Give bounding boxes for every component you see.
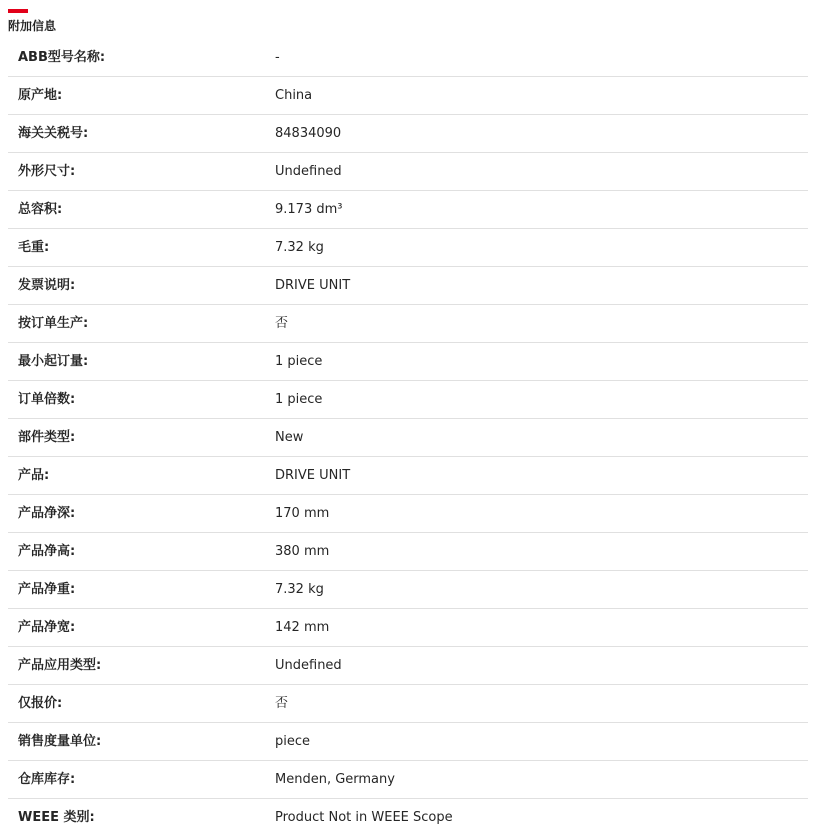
row-label: 产品净高: bbox=[18, 544, 76, 559]
row-value: China bbox=[275, 88, 313, 103]
row-label: 海关关税号: bbox=[18, 126, 89, 141]
row-label: 产品净深: bbox=[18, 506, 76, 521]
row-label: 最小起订量: bbox=[18, 354, 89, 369]
table-row-weee-category bbox=[8, 799, 808, 836]
table-row-stocked-at-warehouse bbox=[8, 761, 808, 799]
section-title: 附加信息 bbox=[8, 19, 57, 33]
table-row-gross-volume bbox=[8, 191, 808, 229]
row-label: WEEE 类别: bbox=[18, 810, 95, 825]
row-label: 毛重: bbox=[18, 240, 50, 255]
table-row-product-net-depth bbox=[8, 495, 808, 533]
row-label: 订单倍数: bbox=[18, 392, 76, 407]
table-row-made-to-order bbox=[8, 305, 808, 343]
row-value: Undefined bbox=[275, 164, 342, 179]
table-row-product bbox=[8, 457, 808, 495]
row-label: 部件类型: bbox=[18, 430, 76, 445]
row-value: - bbox=[275, 50, 280, 65]
row-label: 总容积: bbox=[18, 202, 63, 217]
table-row-order-multiple bbox=[8, 381, 808, 419]
row-value: 142 mm bbox=[275, 620, 330, 635]
row-value: 9.173 dm³ bbox=[275, 202, 343, 217]
table-row-country-of-origin bbox=[8, 77, 808, 115]
row-value: 84834090 bbox=[275, 126, 342, 141]
table-row-invoice-description bbox=[8, 267, 808, 305]
row-value: 1 piece bbox=[275, 392, 323, 407]
row-label: 销售度量单位: bbox=[18, 734, 102, 749]
table-row-sales-unit-of-measure bbox=[8, 723, 808, 761]
row-value: DRIVE UNIT bbox=[275, 278, 351, 293]
table-row-product-net-weight bbox=[8, 571, 808, 609]
table-row-abb-model-name bbox=[8, 39, 808, 77]
row-value: 否 bbox=[275, 696, 289, 711]
table-row-dimensions bbox=[8, 153, 808, 191]
row-value: 7.32 kg bbox=[275, 582, 324, 597]
row-value: 170 mm bbox=[275, 506, 330, 521]
row-label: 按订单生产: bbox=[18, 316, 89, 331]
table-row-product-net-width bbox=[8, 609, 808, 647]
row-label: 产品应用类型: bbox=[18, 658, 102, 673]
row-label: 产品净宽: bbox=[18, 620, 76, 635]
row-label: 发票说明: bbox=[18, 278, 76, 293]
row-value: Menden, Germany bbox=[275, 772, 395, 787]
row-value: 380 mm bbox=[275, 544, 330, 559]
table-row-gross-weight bbox=[8, 229, 808, 267]
table-row-customs-tariff-number bbox=[8, 115, 808, 153]
row-label: 仅报价: bbox=[18, 696, 63, 711]
table-row-minimum-order-quantity bbox=[8, 343, 808, 381]
table-row-quote-only bbox=[8, 685, 808, 723]
table-row-product-application-type bbox=[8, 647, 808, 685]
row-label: 产品净重: bbox=[18, 582, 76, 597]
row-value: Undefined bbox=[275, 658, 342, 673]
row-value: DRIVE UNIT bbox=[275, 468, 351, 483]
table-row-product-net-height bbox=[8, 533, 808, 571]
row-label: 产品: bbox=[18, 468, 50, 483]
section-accent-bar bbox=[8, 9, 28, 13]
row-value: Product Not in WEEE Scope bbox=[275, 810, 453, 825]
row-label: 仓库库存: bbox=[18, 772, 76, 787]
row-label: 外形尺寸: bbox=[18, 164, 76, 179]
row-value: New bbox=[275, 430, 304, 445]
table-row-part-type bbox=[8, 419, 808, 457]
row-value: 1 piece bbox=[275, 354, 323, 369]
row-label: 原产地: bbox=[18, 88, 63, 103]
row-value: piece bbox=[275, 734, 311, 749]
row-label: ABB型号名称: bbox=[18, 50, 106, 65]
row-value: 7.32 kg bbox=[275, 240, 324, 255]
additional-info-table bbox=[8, 39, 808, 836]
row-value: 否 bbox=[275, 316, 289, 331]
